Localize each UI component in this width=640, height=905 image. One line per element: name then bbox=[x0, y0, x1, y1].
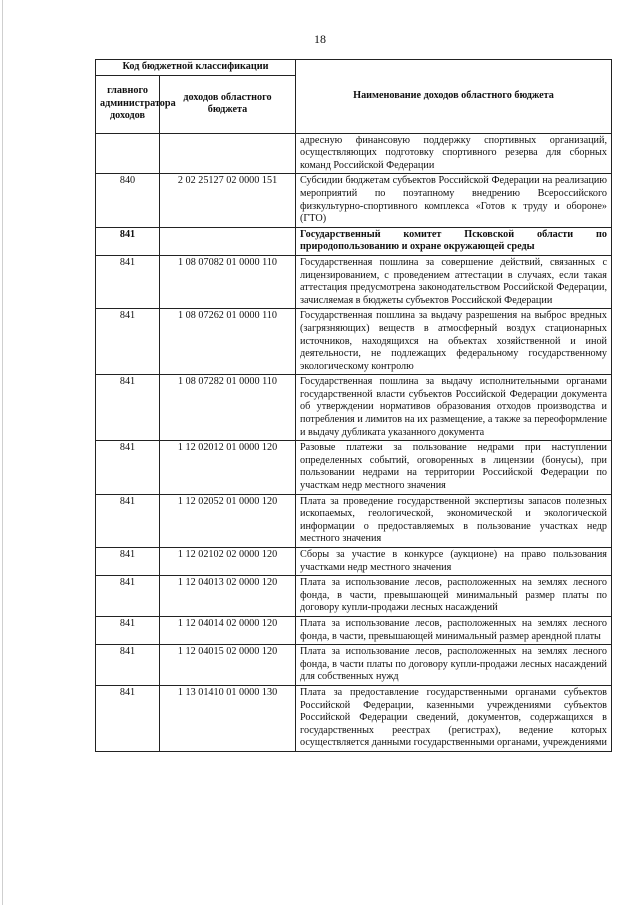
table-row bbox=[96, 174, 612, 227]
admin-code-cell: 841 bbox=[96, 255, 160, 308]
budget-classification-table bbox=[95, 59, 612, 752]
admin-code-cell: 841 bbox=[96, 227, 160, 255]
admin-code-cell: 841 bbox=[96, 645, 160, 686]
table-body bbox=[96, 133, 612, 751]
header-classification-code: Код бюджетной классификации bbox=[96, 60, 296, 76]
header-income-code: доходов областного бюджета bbox=[160, 75, 296, 133]
page-edge-line bbox=[2, 0, 3, 905]
admin-code-cell: 840 bbox=[96, 174, 160, 227]
table-row bbox=[96, 616, 612, 644]
admin-code-cell: 841 bbox=[96, 309, 160, 375]
table-row bbox=[96, 548, 612, 576]
income-code-cell: 2 02 25127 02 0000 151 bbox=[160, 174, 296, 227]
table-row bbox=[96, 685, 612, 751]
income-code-cell bbox=[160, 133, 296, 174]
table-row bbox=[96, 645, 612, 686]
income-code-cell: 1 12 04013 02 0000 120 bbox=[160, 576, 296, 617]
income-name-cell: Плата за использование лесов, расположенных на землях лесного фонда, в части, превышающей минимальный размер платы по договору купли-продажи лесных насаждений bbox=[296, 576, 612, 617]
header-main-administrator: главного администратора доходов bbox=[96, 75, 160, 133]
admin-code-cell: 841 bbox=[96, 576, 160, 617]
income-name-cell: адресную финансовую поддержку спортивных организаций, осуществляющих подготовку спортивного резерва для сборных команд Российской Федерации bbox=[296, 133, 612, 174]
table-row bbox=[96, 309, 612, 375]
income-name-cell: Плата за использование лесов, расположенных на землях лесного фонда, в части, превышающей минимальный размер арендной платы bbox=[296, 616, 612, 644]
income-name-cell: Сборы за участие в конкурсе (аукционе) на право пользования участками недр местного значения bbox=[296, 548, 612, 576]
income-code-cell: 1 12 02012 01 0000 120 bbox=[160, 441, 296, 494]
income-name-cell: Плата за использование лесов, расположенных на землях лесного фонда, в части платы по договору купли-продажи лесных насаждений для собственных нужд bbox=[296, 645, 612, 686]
income-name-cell: Государственный комитет Псковской области по природопользованию и охране окружающей среды bbox=[296, 227, 612, 255]
income-code-cell: 1 12 04015 02 0000 120 bbox=[160, 645, 296, 686]
table-row bbox=[96, 441, 612, 494]
income-name-cell: Плата за предоставление государственными органами субъектов Российской Федерации, казенными учреждениями субъектов Российской Федерации сведений, документов, содержащихся в государственных реестрах (регистрах), ведение которых осуществляется данными государственными органами, учреждениями bbox=[296, 685, 612, 751]
income-code-cell: 1 08 07082 01 0000 110 bbox=[160, 255, 296, 308]
income-name-cell: Плата за проведение государственной экспертизы запасов полезных ископаемых, геологической, экономической и экологической информации о предоставляемых в пользование участках недр местного значения bbox=[296, 494, 612, 547]
table-row bbox=[96, 576, 612, 617]
table-row bbox=[96, 227, 612, 255]
header-income-name: Наименование доходов областного бюджета bbox=[296, 60, 612, 134]
income-name-cell: Разовые платежи за пользование недрами при наступлении определенных событий, оговоренных в лицензии (бонусы), при пользовании недрами на территории Российской Федерации по участкам недр местного значения bbox=[296, 441, 612, 494]
income-code-cell: 1 13 01410 01 0000 130 bbox=[160, 685, 296, 751]
income-code-cell bbox=[160, 227, 296, 255]
income-name-cell: Государственная пошлина за выдачу разрешения на выброс вредных (загрязняющих) веществ в атмосферный воздух стационарных источников, находящихся на объектах хозяйственной и иной деятельности, не подлежащих федеральному государственному экологическому контролю bbox=[296, 309, 612, 375]
income-name-cell: Субсидии бюджетам субъектов Российской Федерации на реализацию мероприятий по поэтапному внедрению Всероссийского физкультурно-спортивного комплекса «Готов к труду и обороне» (ГТО) bbox=[296, 174, 612, 227]
income-name-cell: Государственная пошлина за совершение действий, связанных с лицензированием, с проведением аттестации в случаях, если такая аттестация предусмотрена законодательством Российской Федерации, зачисляемая в бюджеты субъектов Российской Федерации bbox=[296, 255, 612, 308]
admin-code-cell: 841 bbox=[96, 548, 160, 576]
admin-code-cell bbox=[96, 133, 160, 174]
income-code-cell: 1 12 02102 02 0000 120 bbox=[160, 548, 296, 576]
income-code-cell: 1 12 02052 01 0000 120 bbox=[160, 494, 296, 547]
table-row bbox=[96, 494, 612, 547]
income-code-cell: 1 08 07282 01 0000 110 bbox=[160, 375, 296, 441]
table-row bbox=[96, 375, 612, 441]
admin-code-cell: 841 bbox=[96, 441, 160, 494]
income-code-cell: 1 12 04014 02 0000 120 bbox=[160, 616, 296, 644]
admin-code-cell: 841 bbox=[96, 375, 160, 441]
page-number: 18 bbox=[314, 32, 326, 46]
table-row bbox=[96, 133, 612, 174]
admin-code-cell: 841 bbox=[96, 685, 160, 751]
income-code-cell: 1 08 07262 01 0000 110 bbox=[160, 309, 296, 375]
admin-code-cell: 841 bbox=[96, 616, 160, 644]
table-row bbox=[96, 255, 612, 308]
income-name-cell: Государственная пошлина за выдачу исполнительными органами государственной власти субъектов Российской Федерации документа об утверждении нормативов образования отходов производства и потребления и лимитов на их размещение, а также за переоформление и выдачу дубликата указанного документа bbox=[296, 375, 612, 441]
admin-code-cell: 841 bbox=[96, 494, 160, 547]
